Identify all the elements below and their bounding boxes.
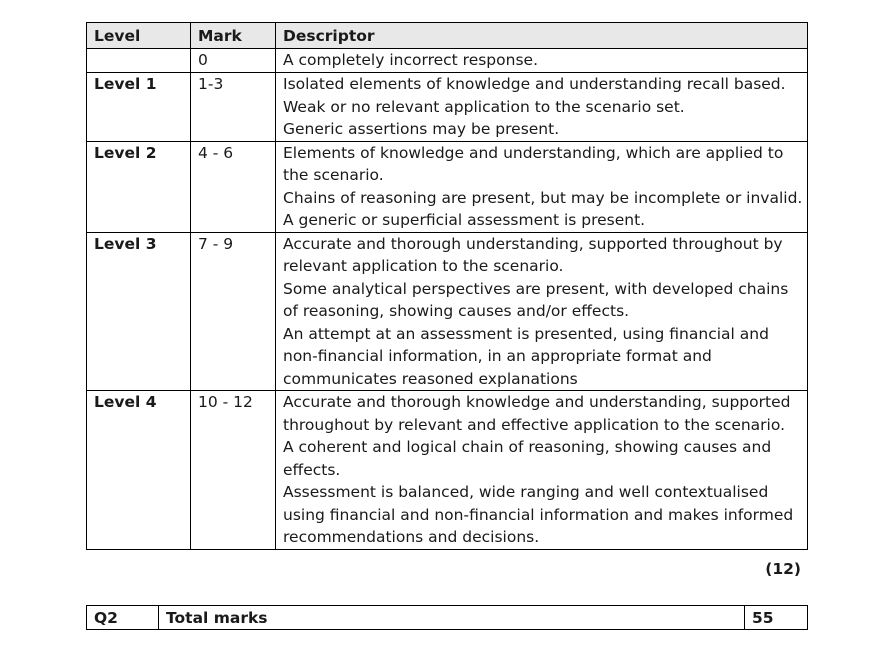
level-cell: Level 4 [87,391,191,550]
mark-cell: 0 [191,49,276,73]
descriptor-line: Assessment is balanced, wide ranging and well contextualised using financial and non-financial information and makes informed recommendations and decisions. [283,483,794,546]
level-cell [87,49,191,73]
descriptor-cell [276,141,808,232]
descriptor-line: Chains of reasoning are present, but may be incomplete or invalid. [283,188,803,207]
descriptor-line: Isolated elements of knowledge and understanding recall based. [283,75,786,93]
table-row [87,391,808,550]
descriptor-line: Generic assertions may be present. [283,120,560,138]
descriptor-cell [276,49,808,73]
descriptor-cell [276,391,808,550]
mark-cell: 4 - 6 [191,141,276,232]
total-marks-value: 55 [745,606,808,630]
level-cell: Level 1 [87,73,191,142]
header-descriptor: Descriptor [276,23,808,49]
total-marks-label: Total marks [159,606,745,630]
header-row [87,23,808,49]
mark-cell: 1-3 [191,73,276,142]
descriptor-line: Some analytical perspectives are present, with developed chains of reasoning, showing causes and/or effects. [283,279,789,320]
total-row [87,606,808,630]
table-row [87,73,808,142]
header-mark: Mark [191,23,276,49]
level-cell: Level 3 [87,232,191,391]
mark-scheme-table [86,22,808,550]
descriptor-line: A coherent and logical chain of reasoning, showing causes and effects. [283,438,772,479]
descriptor-line: Accurate and thorough understanding, supported throughout by relevant application to the scenario. [283,234,783,275]
descriptor-line: An attempt at an assessment is presented, using financial and non-financial information, in an appropriate format and communicates reasoned explanations [283,324,769,388]
total-marks-table [86,605,808,630]
table-row [87,49,808,73]
question-number: Q2 [87,606,159,630]
descriptor-cell [276,232,808,391]
header-level: Level [87,23,191,49]
descriptor-line: Weak or no relevant application to the scenario set. [283,97,685,116]
descriptor-cell [276,73,808,142]
table-row [87,232,808,391]
question-mark-total: (12) [765,560,801,578]
descriptor-line: Accurate and thorough knowledge and understanding, supported throughout by relevant and effective application to the scenario. [283,393,791,434]
descriptor-line: A generic or superficial assessment is present. [283,211,646,229]
table-row [87,141,808,232]
descriptor-line: Elements of knowledge and understanding, which are applied to the scenario. [283,143,784,184]
level-cell: Level 2 [87,141,191,232]
mark-cell: 10 - 12 [191,391,276,550]
descriptor-line: A completely incorrect response. [283,51,538,69]
mark-cell: 7 - 9 [191,232,276,391]
